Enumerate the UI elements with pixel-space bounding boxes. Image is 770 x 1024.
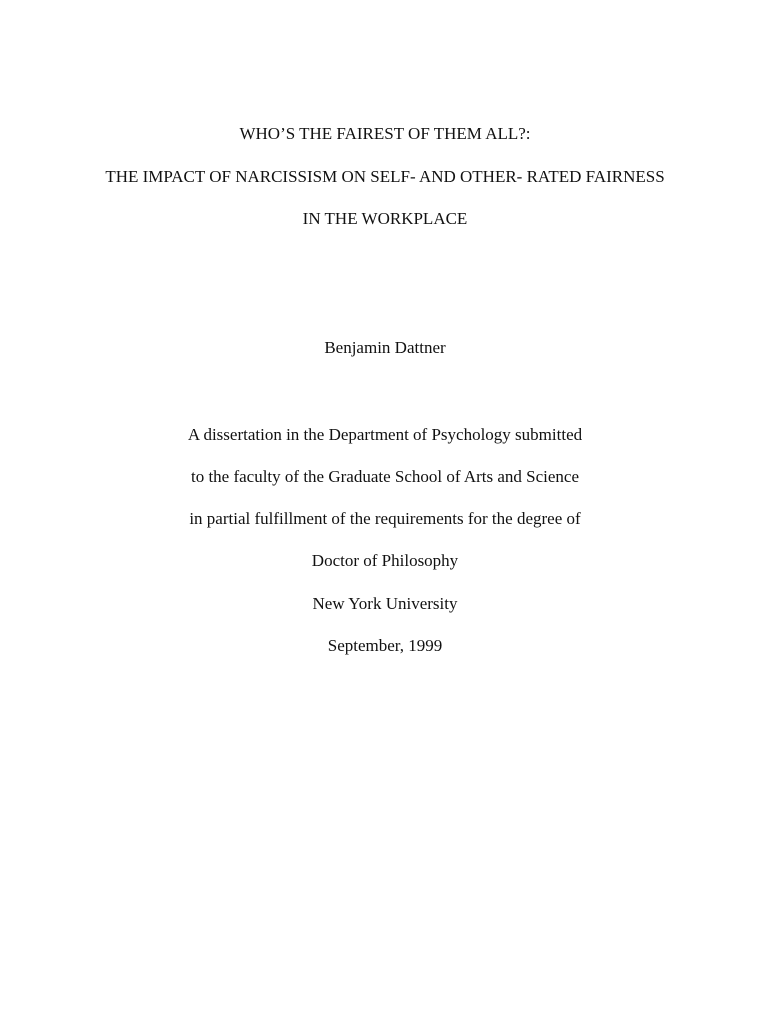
submission-date: September, 1999 bbox=[327, 636, 443, 655]
author-name: Benjamin Dattner bbox=[324, 338, 446, 357]
title-line-1: WHO’S THE FAIREST OF THEM ALL?: bbox=[239, 124, 531, 143]
title-line-3: IN THE WORKPLACE bbox=[302, 209, 468, 228]
institution-name: New York University bbox=[312, 594, 458, 613]
statement-line-3: in partial fulfillment of the requirements for the degree of bbox=[189, 509, 581, 528]
statement-line-2: to the faculty of the Graduate School of Arts and Science bbox=[190, 467, 580, 486]
degree-name: Doctor of Philosophy bbox=[311, 551, 459, 570]
title-line-2: THE IMPACT OF NARCISSISM ON SELF- AND OTHER- RATED FAIRNESS bbox=[105, 167, 665, 186]
statement-line-1: A dissertation in the Department of Psychology submitted bbox=[187, 425, 583, 444]
